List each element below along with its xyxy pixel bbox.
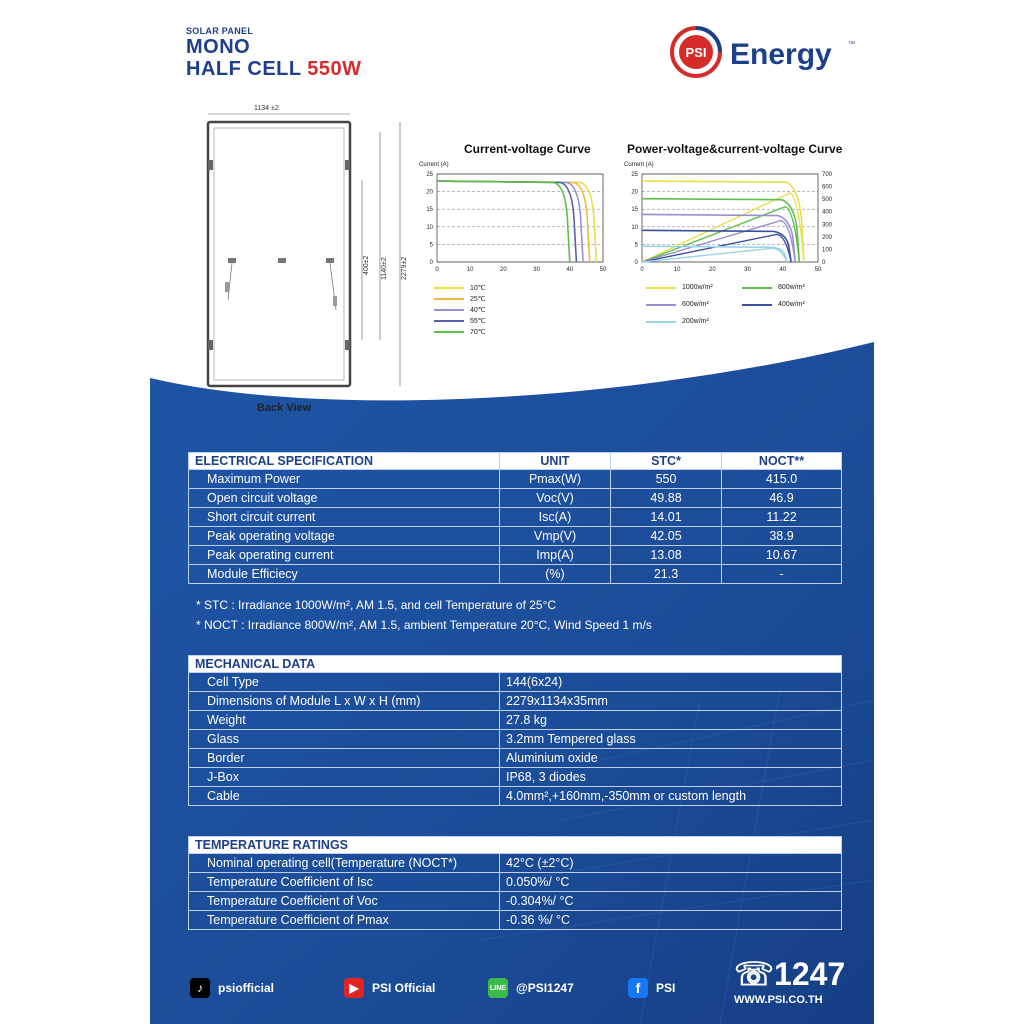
x-tick-label: 30 <box>533 267 540 273</box>
spec-noct: 415.0 <box>722 470 842 489</box>
y-tick-label: 5 <box>634 242 638 249</box>
legend-item <box>646 284 713 291</box>
legend-item <box>434 284 486 292</box>
temp-label: Temperature Coefficient of Voc <box>189 892 500 911</box>
y-tick-label: 25 <box>631 172 638 178</box>
legend-swatch <box>742 287 772 289</box>
temp-value: 0.050%/ °C <box>500 873 842 892</box>
psi-energy-logo <box>668 22 868 82</box>
mech-value: Aluminium oxide <box>500 749 842 768</box>
legend-swatch <box>434 320 464 322</box>
website-link[interactable]: WWW.PSI.CO.TH <box>734 994 823 1006</box>
title-line1: MONO <box>186 36 251 58</box>
temp-value: -0.36 %/ °C <box>500 911 842 930</box>
x-tick-label: 50 <box>599 267 607 273</box>
spec-unit: Imp(A) <box>500 546 611 565</box>
mech-value: 27.8 kg <box>500 711 842 730</box>
spec-stc: 550 <box>611 470 722 489</box>
table-row <box>189 527 842 546</box>
mech-value: 3.2mm Tempered glass <box>500 730 842 749</box>
product-type: SOLAR PANEL <box>186 26 254 36</box>
y-tick-label: 0 <box>634 260 638 266</box>
noct-note: * NOCT : Irradiance 800W/m², AM 1.5, ambient Temperature 20°C, Wind Speed 1 m/s <box>196 618 652 632</box>
y-tick-label: 20 <box>426 189 433 196</box>
spec-unit: (%) <box>500 565 611 584</box>
legend-item <box>646 318 709 325</box>
y2-tick-label: 700 <box>822 172 833 178</box>
line-icon: LINE <box>488 978 508 998</box>
temp-label: Nominal operating cell(Temperature (NOCT*) <box>189 854 500 873</box>
table-row <box>189 489 842 508</box>
legend-label: 1000w/m² <box>682 284 713 291</box>
temp-value: -0.304%/ °C <box>500 892 842 911</box>
table-row <box>189 692 842 711</box>
iv-series-line <box>437 181 576 262</box>
legend-swatch <box>646 287 676 289</box>
spec-noct: - <box>722 565 842 584</box>
y-tick-label: 0 <box>429 260 433 266</box>
logo-name: Energy <box>730 38 832 71</box>
spec-stc: 42.05 <box>611 527 722 546</box>
legend-label: 55℃ <box>470 318 486 325</box>
legend-item <box>742 301 805 308</box>
table-row <box>189 546 842 565</box>
plot-frame <box>437 174 603 262</box>
y-tick-label: 15 <box>631 207 638 214</box>
back-view-label: Back View <box>257 402 312 414</box>
stc-header: STC* <box>611 453 722 470</box>
mech-value: 2279x1134x35mm <box>500 692 842 711</box>
title-line2 <box>186 58 362 81</box>
facebook-icon: f <box>628 978 648 998</box>
youtube-link[interactable] <box>344 978 435 998</box>
title-prefix: HALF CELL <box>186 58 308 80</box>
legend-label: 200w/m² <box>682 318 709 325</box>
tiktok-icon: ♪ <box>190 978 210 998</box>
mechanical-header-row <box>189 656 842 673</box>
y-tick-label: 25 <box>426 172 433 178</box>
x-tick-label: 40 <box>566 267 574 273</box>
stc-note: * STC : Irradiance 1000W/m², AM 1.5, and cell Temperature of 25°C <box>196 598 557 612</box>
table-row <box>189 768 842 787</box>
x-tick-label: 50 <box>814 267 822 273</box>
legend-swatch <box>646 321 676 323</box>
iv-curve-chart <box>415 156 615 291</box>
table-row <box>189 892 842 911</box>
legend-item <box>434 295 486 303</box>
spec-noct: 46.9 <box>722 489 842 508</box>
youtube-icon: ▶ <box>344 978 364 998</box>
y-tick-label: 15 <box>426 207 433 214</box>
table-row <box>189 749 842 768</box>
legend-swatch <box>434 287 464 289</box>
legend-swatch <box>434 298 464 300</box>
line-handle: @PSI1247 <box>516 981 574 995</box>
mech-label: Weight <box>189 711 500 730</box>
tiktok-link[interactable] <box>190 978 274 998</box>
legend-item <box>646 301 709 308</box>
y2-tick-label: 400 <box>822 209 833 216</box>
legend-label: 25℃ <box>470 296 486 303</box>
spec-label: Peak operating current <box>189 546 500 565</box>
width-dimension: 1134 ±2 <box>254 105 279 112</box>
spec-noct: 38.9 <box>722 527 842 546</box>
y-tick-label: 10 <box>631 224 638 231</box>
y2-tick-label: 200 <box>822 234 833 241</box>
mech-label: J-Box <box>189 768 500 787</box>
y-tick-label: 10 <box>426 224 433 231</box>
legend-label: 70℃ <box>470 329 486 336</box>
x-tick-label: 10 <box>673 267 681 273</box>
legend-swatch <box>742 304 772 306</box>
spec-label: Open circuit voltage <box>189 489 500 508</box>
x-tick-label: 40 <box>779 267 787 273</box>
spec-label: Maximum Power <box>189 470 500 489</box>
temperature-header: TEMPERATURE RATINGS <box>189 837 842 854</box>
x-tick-label: 0 <box>435 267 439 273</box>
x-tick-label: 20 <box>709 267 716 273</box>
table-row <box>189 508 842 527</box>
iv-series-line <box>437 181 583 262</box>
logo-trademark: ™ <box>848 41 855 48</box>
inner-dimension: 1140±2 <box>381 257 388 280</box>
temp-value: 42°C (±2°C) <box>500 854 842 873</box>
chart2-title: Power-voltage&current-voltage Curve <box>627 142 843 156</box>
x-tick-label: 30 <box>744 267 751 273</box>
spec-stc: 13.08 <box>611 546 722 565</box>
spec-unit: Vmp(V) <box>500 527 611 546</box>
legend-item <box>434 328 486 336</box>
facebook-handle: PSI <box>656 981 676 995</box>
phone-icon: ☏ <box>734 956 775 992</box>
spec-noct: 10.67 <box>722 546 842 565</box>
iv-series-line <box>437 181 596 262</box>
y2-tick-label: 100 <box>822 247 833 254</box>
table-row <box>189 673 842 692</box>
table-row <box>189 873 842 892</box>
table-row <box>189 711 842 730</box>
mech-value: IP68, 3 diodes <box>500 768 842 787</box>
legend-swatch <box>434 331 464 333</box>
mech-label: Cell Type <box>189 673 500 692</box>
noct-header: NOCT** <box>722 453 842 470</box>
table-row <box>189 787 842 806</box>
legend-label: 600w/m² <box>682 301 709 308</box>
table-row <box>189 470 842 489</box>
legend-item <box>434 306 486 314</box>
spec-noct: 11.22 <box>722 508 842 527</box>
mechanical-header: MECHANICAL DATA <box>189 656 842 673</box>
title-power: 550W <box>307 58 362 80</box>
table-row <box>189 854 842 873</box>
chart1-title: Current-voltage Curve <box>464 142 591 156</box>
y-tick-label: 5 <box>429 242 433 249</box>
y-axis-label: Current (A) <box>624 162 654 168</box>
y2-tick-label: 0 <box>822 260 826 266</box>
table-row <box>189 911 842 930</box>
pv-iv-curve-chart <box>620 156 845 291</box>
table-row <box>189 730 842 749</box>
legend-item <box>434 317 486 325</box>
spec-label: Peak operating voltage <box>189 527 500 546</box>
spec-stc: 49.88 <box>611 489 722 508</box>
logo-badge-text: PSI <box>685 45 707 60</box>
mech-label: Dimensions of Module L x W x H (mm) <box>189 692 500 711</box>
electrical-spec-table <box>188 452 842 584</box>
y2-tick-label: 300 <box>822 222 833 229</box>
mech-value: 144(6x24) <box>500 673 842 692</box>
legend-label: 40℃ <box>470 307 486 314</box>
x-tick-label: 0 <box>640 267 644 273</box>
electrical-header-row <box>189 453 842 470</box>
temperature-header-row <box>189 837 842 854</box>
spec-stc: 14.01 <box>611 508 722 527</box>
y2-tick-label: 600 <box>822 184 833 191</box>
back-view-drawing <box>190 100 420 400</box>
legend-swatch <box>646 304 676 306</box>
mount-dimension: 400±2 <box>363 255 370 275</box>
legend-label: 400w/m² <box>778 301 805 308</box>
youtube-handle: PSI Official <box>372 981 436 995</box>
phone-number[interactable] <box>734 955 845 993</box>
spec-unit: Pmax(W) <box>500 470 611 489</box>
mech-label: Border <box>189 749 500 768</box>
spec-unit: Isc(A) <box>500 508 611 527</box>
y-tick-label: 20 <box>631 189 638 196</box>
temperature-ratings-table <box>188 836 842 930</box>
legend-label: 800w/m² <box>778 284 805 291</box>
legend-swatch <box>434 309 464 311</box>
x-tick-label: 20 <box>500 267 507 273</box>
y-axis-label: Current (A) <box>419 162 449 168</box>
unit-header: UNIT <box>500 453 611 470</box>
mechanical-data-table <box>188 655 842 806</box>
legend-label: 10℃ <box>470 285 486 292</box>
legend-item <box>742 284 805 291</box>
spec-unit: Voc(V) <box>500 489 611 508</box>
mech-label: Glass <box>189 730 500 749</box>
x-tick-label: 10 <box>466 267 474 273</box>
spec-stc: 21.3 <box>611 565 722 584</box>
height-dimension: 2279±2 <box>401 256 408 280</box>
spec-label: Module Efficiecy <box>189 565 500 584</box>
y2-tick-label: 500 <box>822 197 833 204</box>
mech-label: Cable <box>189 787 500 806</box>
phone-text: 1247 <box>774 956 846 992</box>
mech-value: 4.0mm²,+160mm,-350mm or custom length <box>500 787 842 806</box>
temp-label: Temperature Coefficient of Pmax <box>189 911 500 930</box>
iv-series-line <box>437 181 570 262</box>
tiktok-handle: psiofficial <box>218 981 275 995</box>
line-link[interactable] <box>488 978 574 998</box>
facebook-link[interactable] <box>628 978 675 998</box>
temp-label: Temperature Coefficient of Isc <box>189 873 500 892</box>
electrical-header: ELECTRICAL SPECIFICATION <box>189 453 500 470</box>
table-row <box>189 565 842 584</box>
spec-label: Short circuit current <box>189 508 500 527</box>
